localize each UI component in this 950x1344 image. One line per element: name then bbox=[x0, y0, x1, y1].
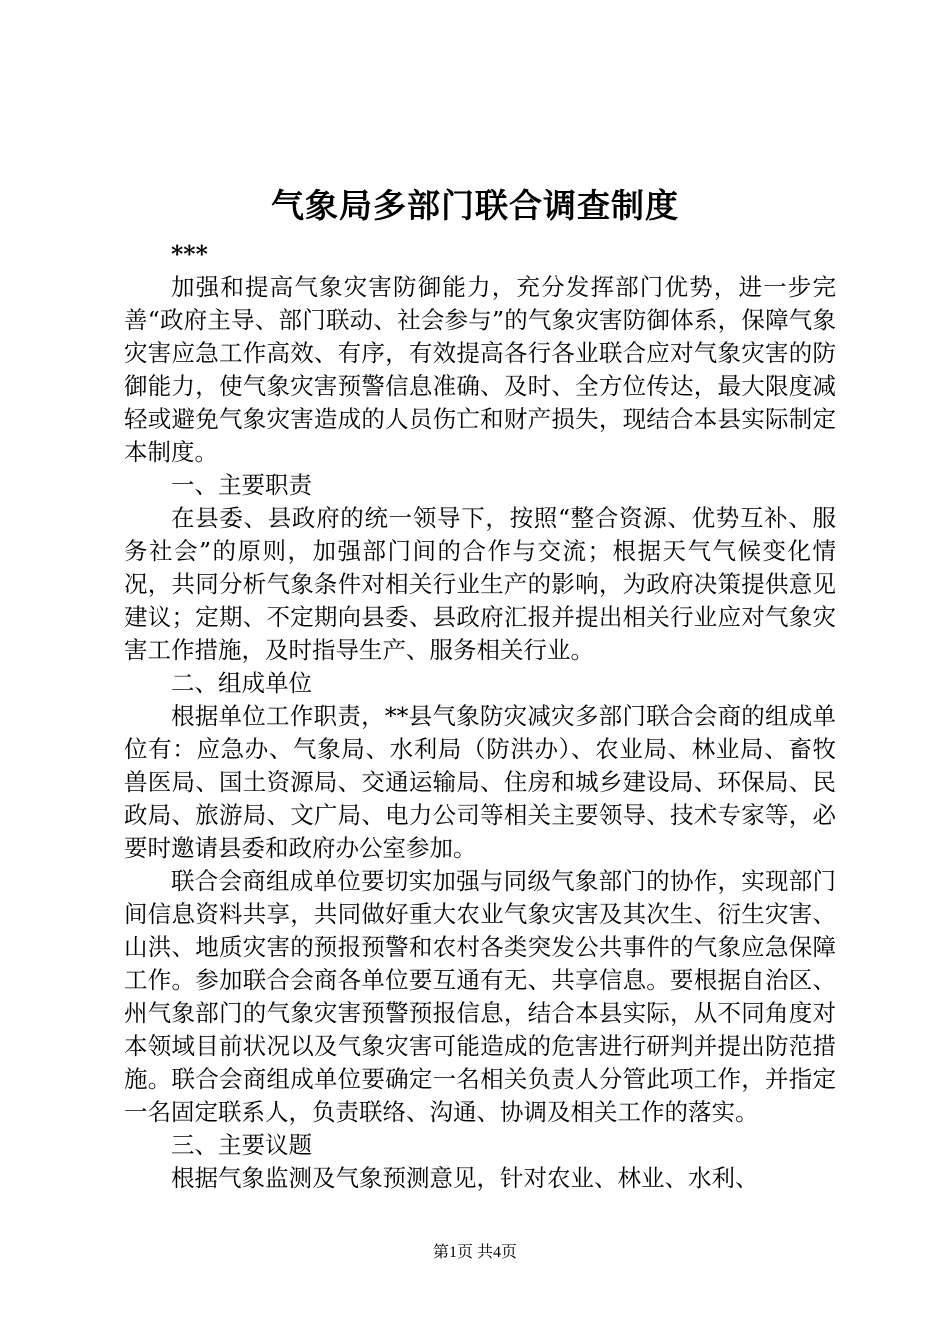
section-heading-3: 三、主要议题 bbox=[171, 1131, 312, 1159]
section-heading-1: 一、主要职责 bbox=[171, 471, 312, 499]
document-body bbox=[124, 238, 836, 1195]
page-footer: 第1页 共4页 bbox=[432, 1244, 517, 1261]
author-line: *** bbox=[171, 240, 208, 268]
paragraph-topics: 根据气象监测及气象预测意见，针对农业、林业、水利、 bbox=[171, 1164, 759, 1192]
section-heading-2: 二、组成单位 bbox=[171, 669, 312, 697]
paragraph-responsibilities: 在县委、县政府的统一领导下，按照“整合资源、优势互补、服务社会”的原则，加强部门间的合作与交流；根据天气气候变化情况，共同分析气象条件对相关行业生产的影响，为政府决策提供意见建议；定期、不定期向县委、县政府汇报并提出相关行业应对气象灾害工作措施，及时指导生产、服务相关行业。 bbox=[124, 504, 836, 664]
paragraph-intro: 加强和提高气象灾害防御能力，充分发挥部门优势，进一步完善“政府主导、部门联动、社会参与”的气象灾害防御体系，保障气象灾害应急工作高效、有序，有效提高各行各业联合应对气象灾害的防御能力，使气象灾害预警信息准确、及时、全方位传达，最大限度减轻或避免气象灾害造成的人员伤亡和财产损失，现结合本县实际制定本制度。 bbox=[124, 273, 836, 466]
paragraph-cooperation: 联合会商组成单位要切实加强与同级气象部门的协作，实现部门间信息资料共享，共同做好重大农业气象灾害及其次生、衍生灾害、山洪、地质灾害的预报预警和农村各类突发公共事件的气象应急保障工作。参加联合会商各单位要互通有无、共享信息。要根据自治区、州气象部门的气象灾害预警预报信息，结合本县实际，从不同角度对本领域目前状况以及气象灾害可能造成的危害进行研判并提出防范措施。联合会商组成单位要确定一名相关负责人分管此项工作，并指定一名固定联系人，负责联络、沟通、协调及相关工作的落实。 bbox=[124, 867, 836, 1126]
document-title: 气象局多部门联合调查制度 bbox=[271, 186, 679, 225]
paragraph-member-units: 根据单位工作职责，**县气象防灾减灾多部门联合会商的组成单位有：应急办、气象局、水利局（防洪办）、农业局、林业局、畜牧兽医局、国土资源局、交通运输局、住房和城乡建设局、环保局、民政局、旅游局、文广局、电力公司等相关主要领导、技术专家等，必要时邀请县委和政府办公室参加。 bbox=[124, 702, 836, 862]
